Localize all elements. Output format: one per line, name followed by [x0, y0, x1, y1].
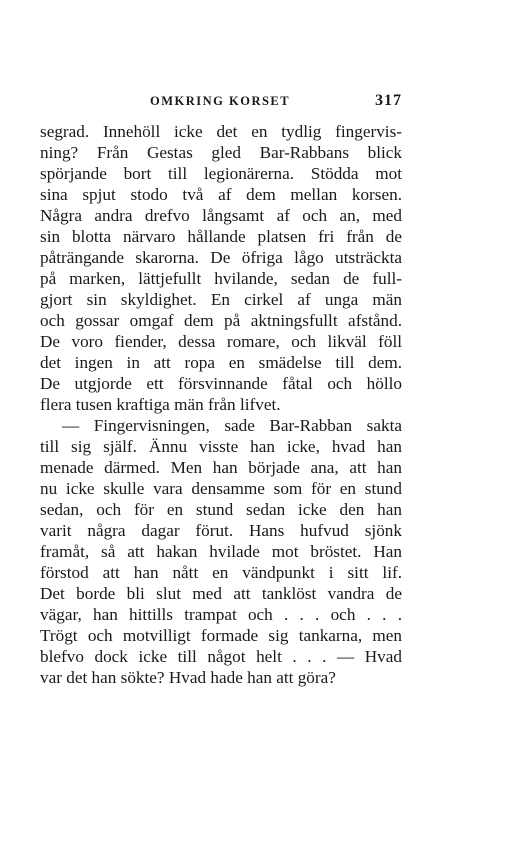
page-number: 317: [375, 92, 402, 109]
paragraph-2: [40, 415, 402, 688]
text-line: ning? Från Gestas gled Bar-Rabbans blick: [40, 143, 402, 162]
text-line: på marken, lättjefullt hvilande, sedan de full-: [40, 269, 402, 288]
text-line: var det han sökte? Hvad hade han att göra?: [40, 668, 336, 687]
text-line: blefvo dock icke till något helt . . . — Hvad: [40, 647, 402, 666]
text-line: flera tusen kraftiga män från lifvet.: [40, 395, 281, 414]
text-line: framåt, så att hakan hvilade mot bröstet. Han: [40, 542, 402, 561]
text-line: nu icke skulle vara densamme som för en stund: [40, 479, 402, 498]
text-line: Trögt och motvilligt formade sig tankarna, men: [40, 626, 402, 645]
text-line: påträngande skarorna. De öfriga lågo utsträckta: [40, 248, 402, 267]
paragraph-1: [40, 121, 402, 415]
text-line: det ingen in att ropa en smädelse till dem.: [40, 353, 402, 372]
text-line: Några andra drefvo långsamt af och an, med: [40, 206, 402, 225]
body-text: [40, 121, 402, 688]
text-line: förstod att han nått en vändpunkt i sitt lif.: [40, 563, 402, 582]
text-line: sedan, och för en stund sedan icke den han: [40, 500, 402, 519]
text-line: segrad. Innehöll icke det en tydlig fingervis-: [40, 122, 402, 141]
running-title: OMKRING KORSET: [150, 94, 291, 108]
text-line: De voro fiender, dessa romare, och likväl föll: [40, 332, 402, 351]
text-line: gjort sin skyldighet. En cirkel af unga män: [40, 290, 402, 309]
text-line: sin blotta närvaro hållande platsen fri från de: [40, 227, 402, 246]
text-line: Det borde bli slut med att tanklöst vandra de: [40, 584, 402, 603]
text-line: spörjande bort till legionärerna. Stödda mot: [40, 164, 402, 183]
text-line: De utgjorde ett försvinnande fåtal och höllo: [40, 374, 402, 393]
text-line: varit några dagar förut. Hans hufvud sjönk: [40, 521, 402, 540]
text-line: och gossar omgaf dem på aktningsfullt afstånd.: [40, 311, 402, 330]
text-line: — Fingervisningen, sade Bar-Rabban sakta: [62, 416, 402, 435]
text-line: sina spjut stodo två af dem mellan korsen.: [40, 185, 402, 204]
text-line: till sig själf. Ännu visste han icke, hvad han: [40, 437, 402, 456]
text-line: menade därmed. Men han började ana, att han: [40, 458, 402, 477]
running-head: [150, 92, 402, 112]
text-line: vägar, han hittills trampat och . . . och . . .: [40, 605, 402, 624]
